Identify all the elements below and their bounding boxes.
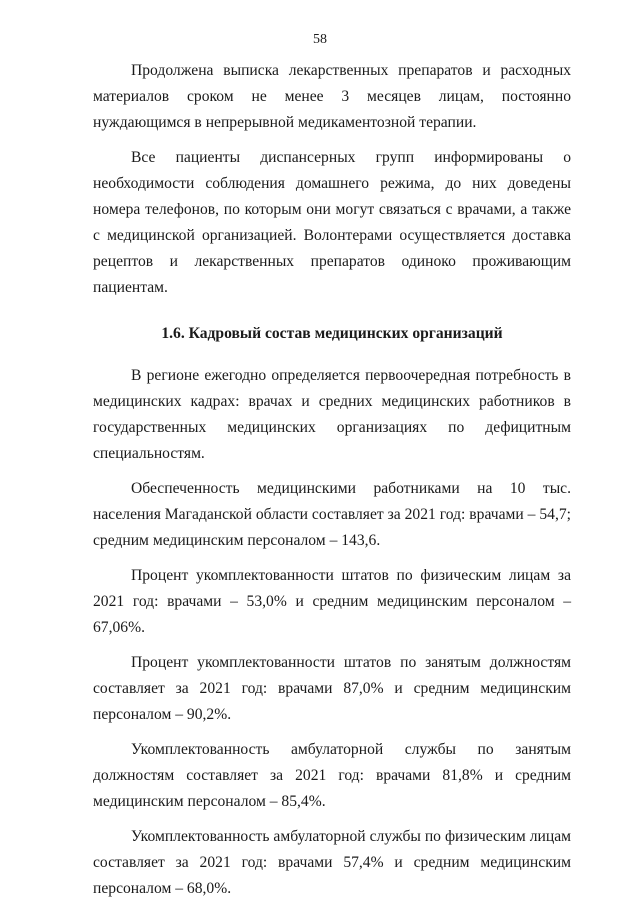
paragraph-staffing-individuals: Процент укомплектованности штатов по физическим лицам за 2021 год: врачами – 53,0% и средним медицинским персоналом – 67,06%. [93, 567, 571, 636]
paragraph-outpatient-individuals: Укомплектованность амбулаторной службы по физическим лицам составляет за 2021 год: врачами 57,4% и средним медицинским персоналом – 68,0%. [93, 828, 571, 897]
paragraph-staffing-positions: Процент укомплектованности штатов по занятым должностям составляет за 2021 год: врачами 87,0% и средним медицинским персоналом – 90,2%. [93, 654, 571, 723]
page-number: 58 [313, 32, 327, 47]
paragraph-outpatient-positions: Укомплектованность амбулаторной службы по занятым должностям составляет за 2021 год: врачами 81,8% и средним медицинским персоналом – 85,4%. [93, 741, 571, 810]
paragraph-prescription-extension: Продолжена выписка лекарственных препаратов и расходных материалов сроком не менее 3 месяцев лицам, постоянно нуждающимся в непрерывной медикаментозной терапии. [93, 62, 571, 131]
paragraph-staff-provision: Обеспеченность медицинскими работниками на 10 тыс. населения Магаданской области составляет за 2021 год: врачами – 54,7; средним медицинским персоналом – 143,6. [93, 480, 571, 549]
page-content [93, 58, 571, 902]
section-heading: 1.6. Кадровый состав медицинских организаций [161, 325, 503, 342]
paragraph-dispensary-patients: Все пациенты диспансерных групп информированы о необходимости соблюдения домашнего режима, до них доведены номера телефонов, по которым они могут связаться с врачами, а также с медицинской организацией. Волонтерами осуществляется доставка рецептов и лекарственных препаратов одиноко проживающим пациентам. [93, 149, 571, 296]
paragraph-staff-need: В регионе ежегодно определяется первоочередная потребность в медицинских кадрах: врачах и средних медицинских работников в государственных медицинских организациях по дефицитным специальностям. [93, 367, 571, 462]
